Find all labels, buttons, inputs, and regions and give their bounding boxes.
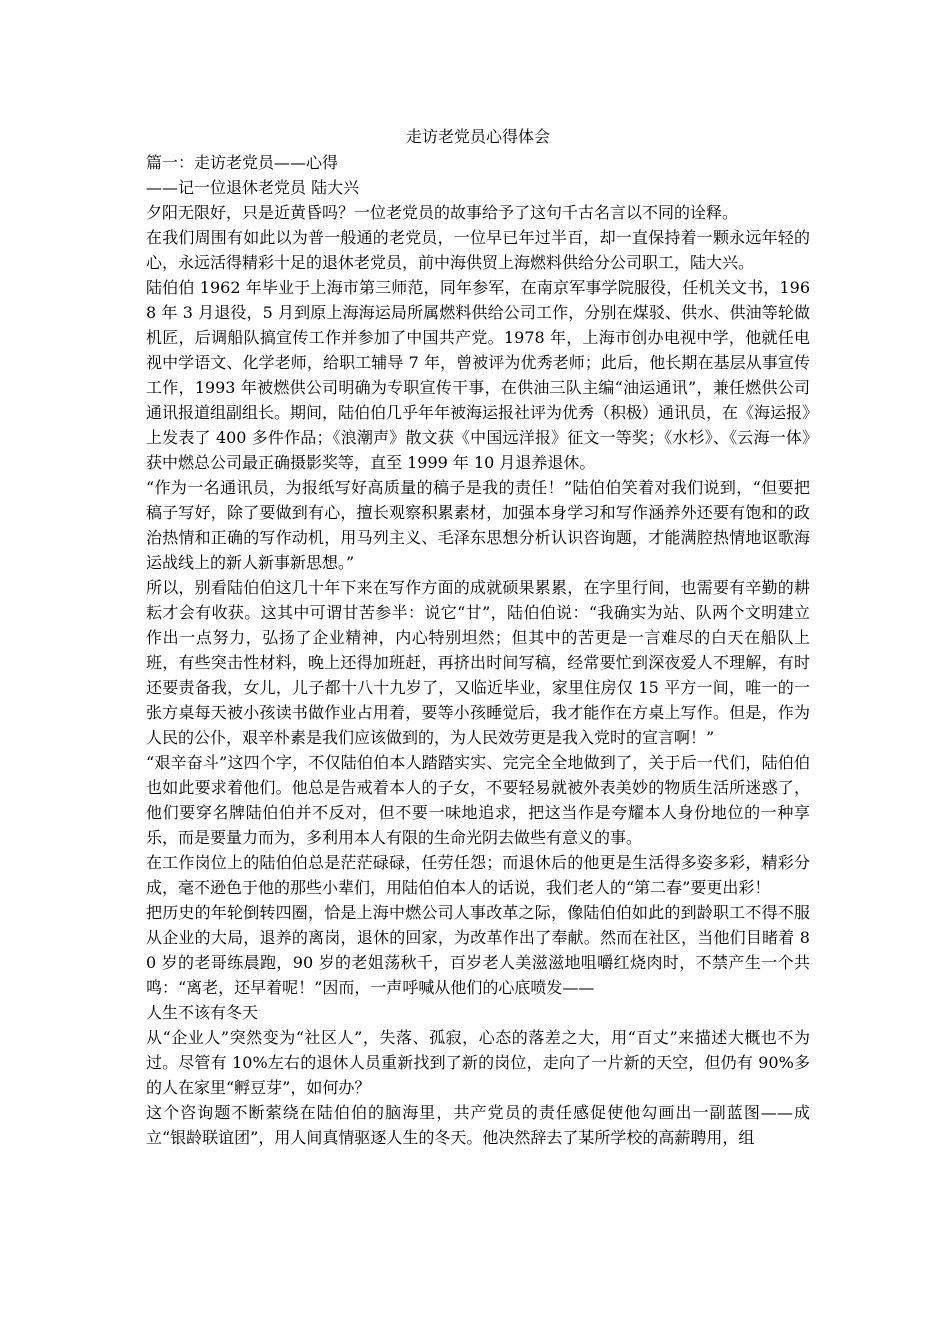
paragraph: 夕阳无限好，只是近黄昏吗？一位老党员的故事给予了这句千古名言以不同的诠释。 [146, 203, 739, 222]
paragraph: 陆伯伯 1962 年毕业于上海市第三师范，同年参军，在南京军事学院服役，任机关文书，1968 年 3 月退役，5 月到原上海海运局所属燃料供给公司工作，分别在煤驳、供水、供油等轮做机匠，后调船队搞宣传工作并参加了中国共产党。1978 年，上海市创办电视中学，他就任电视中学语文、化学老师，给职工辅导 7 年，曾被评为优秀老师；此后，他长期在基层从事宣传工作，1993 年被燃供公司明确为专职宣传干事，在供油三队主编“油运通讯”，兼任燃供公司通讯报道组副组长。期间，陆伯伯几乎年年被海运报社评为优秀（积极）通讯员，在《海运报》上发表了 400 多件作品；《浪潮声》散文获《中国远洋报》征文一等奖；《水杉》、《云海一体》获中燃总公司最正确摄影奖等，直至 1999 年 10 月退养退休。 [146, 278, 811, 472]
paragraph: 篇一：走访老党员——心得 [146, 153, 339, 172]
paragraph: 在我们周围有如此以为普一般通的老党员，一位早已年过半百，却一直保持着一颗永远年轻的心，永远活得精彩十足的退休老党员，前中海供贸上海燃料供给分公司职工，陆大兴。 [146, 228, 810, 272]
paragraph: 所以，别看陆伯伯这几十年下来在写作方面的成就硕果累累，在字里行间，也需要有辛勤的耕耘才会有收获。这其中可谓甘苦参半：说它“甘”，陆伯伯说：“我确实为站、队两个文明建立作出一点努力，弘扬了企业精神，内心特别坦然；但其中的苦更是一言难尽的白天在船队上班，有些突击性材料，晚上还得加班赶，再挤出时间写稿，经常要忙到深夜爱人不理解，有时还要责备我，女儿，儿子都十八十九岁了，又临近毕业，家里住房仅 15 平方一间，唯一的一张方桌每天被小孩读书做作业占用着，要等小孩睡觉后，我才能作在方桌上写作。但是，作为人民的公仆，艰辛朴素是我们应该做到的，为人民效劳更是我入党时的宣言啊！” [146, 578, 810, 747]
paragraph: 从“企业人”突然变为“社区人”，失落、孤寂，心态的落差之大，用“百丈”来描述大概也不为过。尽管有 10%左右的退休人员重新找到了新的岗位，走向了一片新的天空，但仍有 90%多的人在家里“孵豆芽”，如何办？ [146, 1028, 810, 1097]
paragraph: 把历史的年轮倒转四圈，恰是上海中燃公司人事改革之际，像陆伯伯如此的到龄职工不得不服从企业的大局，退养的离岗，退休的回家，为改革作出了奉献。然而在社区，当他们目睹着 80 岁的老哥练晨跑，90 岁的老姐荡秋千，百岁老人美滋滋地咀嚼红烧肉时，不禁产生一个共鸣：“离老，还早着呢！”因而，一声呼喊从他们的心底喷发—— [146, 903, 810, 997]
paragraph: “作为一名通讯员，为报纸写好高质量的稿子是我的责任！”陆伯伯笑着对我们说到，“但要把稿子写好，除了要做到有心，擅长观察积累素材，加强本身学习和写作涵养外还要有饱和的政治热情和正确的写作动机，用马列主义、毛泽东思想分析认识咨询题，才能满腔热情地讴歌海运战线上的新人新事新思想。” [146, 478, 810, 572]
document-body [146, 150, 810, 1150]
paragraph: 人生不该有冬天 [146, 1003, 259, 1022]
document-page [146, 124, 810, 1150]
paragraph: ——记一位退休老党员 陆大兴 [146, 178, 360, 197]
document-title: 走访老党员心得体会 [405, 127, 550, 146]
paragraph: 这个咨询题不断萦绕在陆伯伯的脑海里，共产党员的责任感促使他勾画出一副蓝图——成立“银龄联谊团”，用人间真情驱逐人生的冬天。他决然辞去了某所学校的高薪聘用，组 [146, 1103, 810, 1147]
paragraph: “艰辛奋斗”这四个字，不仅陆伯伯本人踏踏实实、完完全全地做到了，关于后一代们，陆伯伯也如此要求着他们。他总是告戒着本人的子女，不要轻易就被外表美妙的物质生活所迷惑了，他们要穿名牌陆伯伯并不反对，但不要一味地追求，把这当作是夸耀本人身份地位的一种享乐，而是要量力而为，多利用本人有限的生命光阴去做些有意义的事。 [146, 753, 810, 847]
paragraph: 在工作岗位上的陆伯伯总是茫茫碌碌，任劳任怨；而退休后的他更是生活得多姿多彩，精彩分成，毫不逊色于他的那些小辈们，用陆伯伯本人的话说，我们老人的“第二春”要更出彩！ [146, 853, 810, 897]
